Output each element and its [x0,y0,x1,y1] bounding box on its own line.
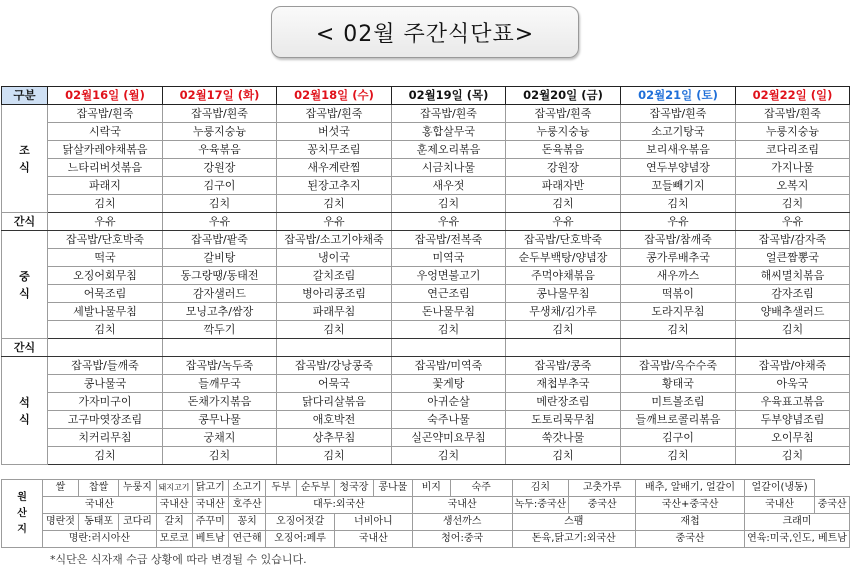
menu-item: 양배추샐러드 [736,303,850,321]
menu-item: 콩나물국 [48,375,163,393]
origin-item: 재첩 [636,514,745,531]
breakfast-row [2,177,850,195]
lunch-label-char: 중 [19,269,30,283]
menu-item: 잡곡밥/흰죽 [621,105,736,123]
menu-item: 김치 [736,321,850,339]
menu-item: 세발나물무침 [48,303,163,321]
menu-item: 김치 [163,447,277,465]
origin-item: 너비아니 [334,514,412,531]
menu-item: 꽃게탕 [392,375,506,393]
menu-item: 미역국 [392,249,506,267]
menu-item: 궁채지 [163,429,277,447]
menu-item: 버섯국 [277,123,392,141]
menu-item: 강원장 [163,159,277,177]
snack-am-row [2,213,850,231]
menu-item: 우유 [621,213,736,231]
origin-item: 코다리 [119,514,156,531]
menu-item: 콩가루배추국 [621,249,736,267]
menu-item: 고구마엿장조림 [48,411,163,429]
origin-item: 순두부 [296,480,334,497]
menu-item: 홍합살무국 [392,123,506,141]
menu-item: 돈채가지볶음 [163,393,277,411]
menu-item: 파래자반 [506,177,621,195]
page-title: < 02월 주간식단표> [271,6,579,58]
menu-item: 잡곡밥/팥죽 [163,231,277,249]
menu-item: 잡곡밥/옥수수죽 [621,357,736,375]
breakfast-row [2,123,850,141]
menu-item: 된장고추지 [277,177,392,195]
menu-item: 우유 [163,213,277,231]
menu-item [736,339,850,357]
dinner-row [2,429,850,447]
menu-item: 오이무침 [736,429,850,447]
menu-item: 병아리콩조림 [277,285,392,303]
origin-item: 누룽지 [119,480,156,497]
menu-item: 잡곡밥/단호박죽 [48,231,163,249]
origin-item: 생선까스 [412,514,512,531]
origin-item: 국산+중국산 [636,497,745,514]
menu-item: 메란장조림 [506,393,621,411]
origin-item: 국내산 [156,497,192,514]
origin-item: 돈육,닭고기:외국산 [512,531,636,548]
menu-item: 김치 [48,321,163,339]
origin-item: 베트남 [192,531,228,548]
menu-item: 소고기탕국 [621,123,736,141]
origin-label-char: 산 [17,507,27,519]
menu-item: 오복지 [736,177,850,195]
origin-item: 중국산 [569,497,636,514]
menu-item: 김치 [621,195,736,213]
menu-item: 새우계란찜 [277,159,392,177]
menu-item: 연두부양념장 [621,159,736,177]
menu-item: 코다리조림 [736,141,850,159]
menu-item: 잡곡밥/참깨죽 [621,231,736,249]
menu-item: 아욱국 [736,375,850,393]
origin-item: 청국장 [334,480,373,497]
menu-item: 무생채/김가루 [506,303,621,321]
menu-item: 모닝고추/쌈장 [163,303,277,321]
menu-item: 우유 [392,213,506,231]
origin-item: 중국산 [815,497,850,514]
origin-item: 크래미 [745,514,850,531]
lunch-row [2,321,850,339]
menu-item: 잡곡밥/미역죽 [392,357,506,375]
snack-pm-row [2,339,850,357]
menu-item: 닭다리살볶음 [277,393,392,411]
menu-item: 돈육볶음 [506,141,621,159]
day-header: 02월21일 (토) [621,87,736,105]
origin-item: 국내산 [43,497,156,514]
origin-item: 스팸 [512,514,636,531]
menu-item: 김치 [392,447,506,465]
menu-item: 우유 [48,213,163,231]
menu-item: 미트볼조림 [621,393,736,411]
menu-item: 들깨무국 [163,375,277,393]
menu-item: 김치 [506,321,621,339]
menu-item: 김치 [736,195,850,213]
menu-item: 잡곡밥/흰죽 [736,105,850,123]
menu-item: 누룽지숭늉 [163,123,277,141]
menu-item: 김치 [277,195,392,213]
breakfast-row [2,141,850,159]
dinner-label [2,357,48,465]
menu-item: 잡곡밥/흰죽 [392,105,506,123]
day-header: 02월16일 (월) [48,87,163,105]
menu-item: 연근조림 [392,285,506,303]
day-header-row [2,87,850,105]
menu-item: 잡곡밥/소고기야채죽 [277,231,392,249]
menu-item: 김치 [277,447,392,465]
menu-item [163,339,277,357]
menu-item: 꼬들빼기지 [621,177,736,195]
menu-item: 잡곡밥/들깨죽 [48,357,163,375]
origin-item: 배추, 알배기, 얼갈이 [636,480,745,497]
origin-item: 연근해 [228,531,265,548]
menu-item: 잡곡밥/흰죽 [163,105,277,123]
menu-item: 어묵조림 [48,285,163,303]
lunch-row [2,231,850,249]
menu-item: 콩무나물 [163,411,277,429]
origin-item: 중국산 [636,531,745,548]
menu-item: 김치 [392,195,506,213]
menu-item: 시금치나물 [392,159,506,177]
dinner-row [2,411,850,429]
origin-item: 국내산 [192,497,228,514]
origin-label-char: 지 [17,523,27,535]
menu-item: 도토리묵무침 [506,411,621,429]
menu-item: 잡곡밥/녹두죽 [163,357,277,375]
origin-item: 오징어젓갈 [266,514,335,531]
day-header: 02월22일 (일) [736,87,850,105]
origin-item: 꽁치 [228,514,265,531]
origin-item: 국내산 [412,497,512,514]
day-header: 02월20일 (금) [506,87,621,105]
menu-item: 김치 [163,195,277,213]
menu-item: 도라지무침 [621,303,736,321]
menu-item: 파래무침 [277,303,392,321]
menu-item: 재첩부추국 [506,375,621,393]
origin-item: 갈치 [156,514,192,531]
menu-item: 잡곡밥/감자죽 [736,231,850,249]
menu-item: 순두부백탕/양념장 [506,249,621,267]
menu-item: 김치 [506,195,621,213]
menu-item: 감자조림 [736,285,850,303]
origin-item: 동태포 [78,514,119,531]
origin-item: 오징어:페루 [266,531,335,548]
menu-item: 우유 [506,213,621,231]
menu-item: 김치 [621,321,736,339]
menu-item: 누룽지숭늉 [736,123,850,141]
menu-item: 주먹야채볶음 [506,267,621,285]
menu-item [506,339,621,357]
menu-item: 보리새우볶음 [621,141,736,159]
origin-item: 소고기 [228,480,265,497]
menu-item: 김치 [48,195,163,213]
menu-item: 아귀순살 [392,393,506,411]
origin-item: 두부 [266,480,297,497]
menu-item: 상추무침 [277,429,392,447]
breakfast-row [2,105,850,123]
menu-item: 가자미구이 [48,393,163,411]
menu-item: 김구이 [163,177,277,195]
menu-item: 어묵국 [277,375,392,393]
menu-item: 우육표고볶음 [736,393,850,411]
origin-item: 명란:러시아산 [43,531,156,548]
menu-item: 해씨멸치볶음 [736,267,850,285]
menu-item: 김구이 [621,429,736,447]
menu-item: 떡국 [48,249,163,267]
origin-item: 녹두:중국산 [512,497,569,514]
breakfast-row [2,195,850,213]
menu-item: 쑥갓나물 [506,429,621,447]
day-header: 02월18일 (수) [277,87,392,105]
menu-item: 오징어회무침 [48,267,163,285]
menu-item: 동그랑땡/동태전 [163,267,277,285]
snack-pm-label: 간식 [2,339,48,357]
menu-item: 잡곡밥/흰죽 [277,105,392,123]
menu-item: 잡곡밥/흰죽 [48,105,163,123]
origin-item: 모로코 [156,531,192,548]
menu-item: 얼큰짬뽕국 [736,249,850,267]
menu-item: 파래지 [48,177,163,195]
menu-item: 떡볶이 [621,285,736,303]
menu-item: 김치 [506,447,621,465]
menu-item: 두부양념조림 [736,411,850,429]
menu-item: 잡곡밥/흰죽 [506,105,621,123]
lunch-row [2,267,850,285]
breakfast-row [2,159,850,177]
origin-item: 청어:중국 [412,531,512,548]
menu-item: 들깨브로콜리볶음 [621,411,736,429]
menu-item [392,339,506,357]
menu-item: 시락국 [48,123,163,141]
menu-item: 김치 [392,321,506,339]
menu-item: 우유 [277,213,392,231]
origin-table [1,479,850,548]
origin-item: 국내산 [334,531,412,548]
menu-item: 새우젓 [392,177,506,195]
menu-item: 콩나물무침 [506,285,621,303]
menu-item: 김치 [48,447,163,465]
origin-item: 고춧가루 [569,480,636,497]
origin-item: 국내산 [745,497,815,514]
menu-item: 잡곡밥/콩죽 [506,357,621,375]
breakfast-label-char: 조 [19,143,30,157]
dinner-row [2,357,850,375]
menu-item: 잡곡밥/단호박죽 [506,231,621,249]
category-header: 구분 [2,87,48,105]
menu-item: 잡곡밥/야채죽 [736,357,850,375]
menu-item: 꽁치무조림 [277,141,392,159]
menu-item: 숙주나물 [392,411,506,429]
menu-item: 가지나물 [736,159,850,177]
origin-item: 명란젓 [43,514,79,531]
menu-item: 새우까스 [621,267,736,285]
lunch-row [2,249,850,267]
origin-item: 대두:외국산 [266,497,413,514]
dinner-label-char: 식 [19,412,30,426]
origin-item: 얼갈이(냉동) [745,480,815,497]
menu-item: 돈나물무침 [392,303,506,321]
origin-item: 호주산 [228,497,265,514]
menu-item: 우유 [736,213,850,231]
menu-item: 닭살카레야채볶음 [48,141,163,159]
menu-item: 우육볶음 [163,141,277,159]
origin-item: 돼지고기 [156,480,192,497]
dinner-label-char: 석 [19,395,30,409]
origin-item: 주꾸미 [192,514,228,531]
breakfast-label [2,105,48,213]
origin-item: 연육:미국,인도, 베트남 [745,531,850,548]
menu-item: 애호박전 [277,411,392,429]
menu-item: 김치 [621,447,736,465]
menu-item: 잡곡밥/강낭콩죽 [277,357,392,375]
day-header: 02월19일 (목) [392,87,506,105]
menu-item: 실곤약미요무침 [392,429,506,447]
lunch-row [2,303,850,321]
menu-item [621,339,736,357]
origin-item: 김치 [512,480,569,497]
day-header: 02월17일 (화) [163,87,277,105]
dinner-row [2,447,850,465]
menu-item: 깍두기 [163,321,277,339]
origin-item: 찹쌀 [78,480,119,497]
origin-label-char: 원 [17,491,27,503]
menu-item: 우엉면불고기 [392,267,506,285]
dinner-row [2,393,850,411]
menu-item: 잡곡밥/전복죽 [392,231,506,249]
menu-item [277,339,392,357]
origin-item: 쌀 [43,480,79,497]
breakfast-label-char: 식 [19,160,30,174]
dinner-row [2,375,850,393]
menu-item: 김치 [277,321,392,339]
menu-item: 훈제오리볶음 [392,141,506,159]
menu-item: 치커리무침 [48,429,163,447]
menu-item: 냉이국 [277,249,392,267]
menu-item: 감자샐러드 [163,285,277,303]
footnote: *식단은 식자재 수급 상황에 따라 변경될 수 있습니다. [50,553,307,566]
menu-item [48,339,163,357]
origin-item: 콩나물 [373,480,412,497]
menu-item: 김치 [736,447,850,465]
lunch-label [2,231,48,339]
menu-item: 강원장 [506,159,621,177]
menu-item: 갈치조림 [277,267,392,285]
menu-item: 황태국 [621,375,736,393]
snack-am-label: 간식 [2,213,48,231]
origin-item: 닭고기 [192,480,228,497]
weekly-menu-table [1,86,850,465]
menu-item: 갈비탕 [163,249,277,267]
lunch-row [2,285,850,303]
menu-item: 느타리버섯볶음 [48,159,163,177]
menu-item: 누룽지숭늉 [506,123,621,141]
lunch-label-char: 식 [19,286,30,300]
origin-item: 비지 [412,480,450,497]
origin-label [2,480,43,548]
origin-item: 숙주 [450,480,512,497]
